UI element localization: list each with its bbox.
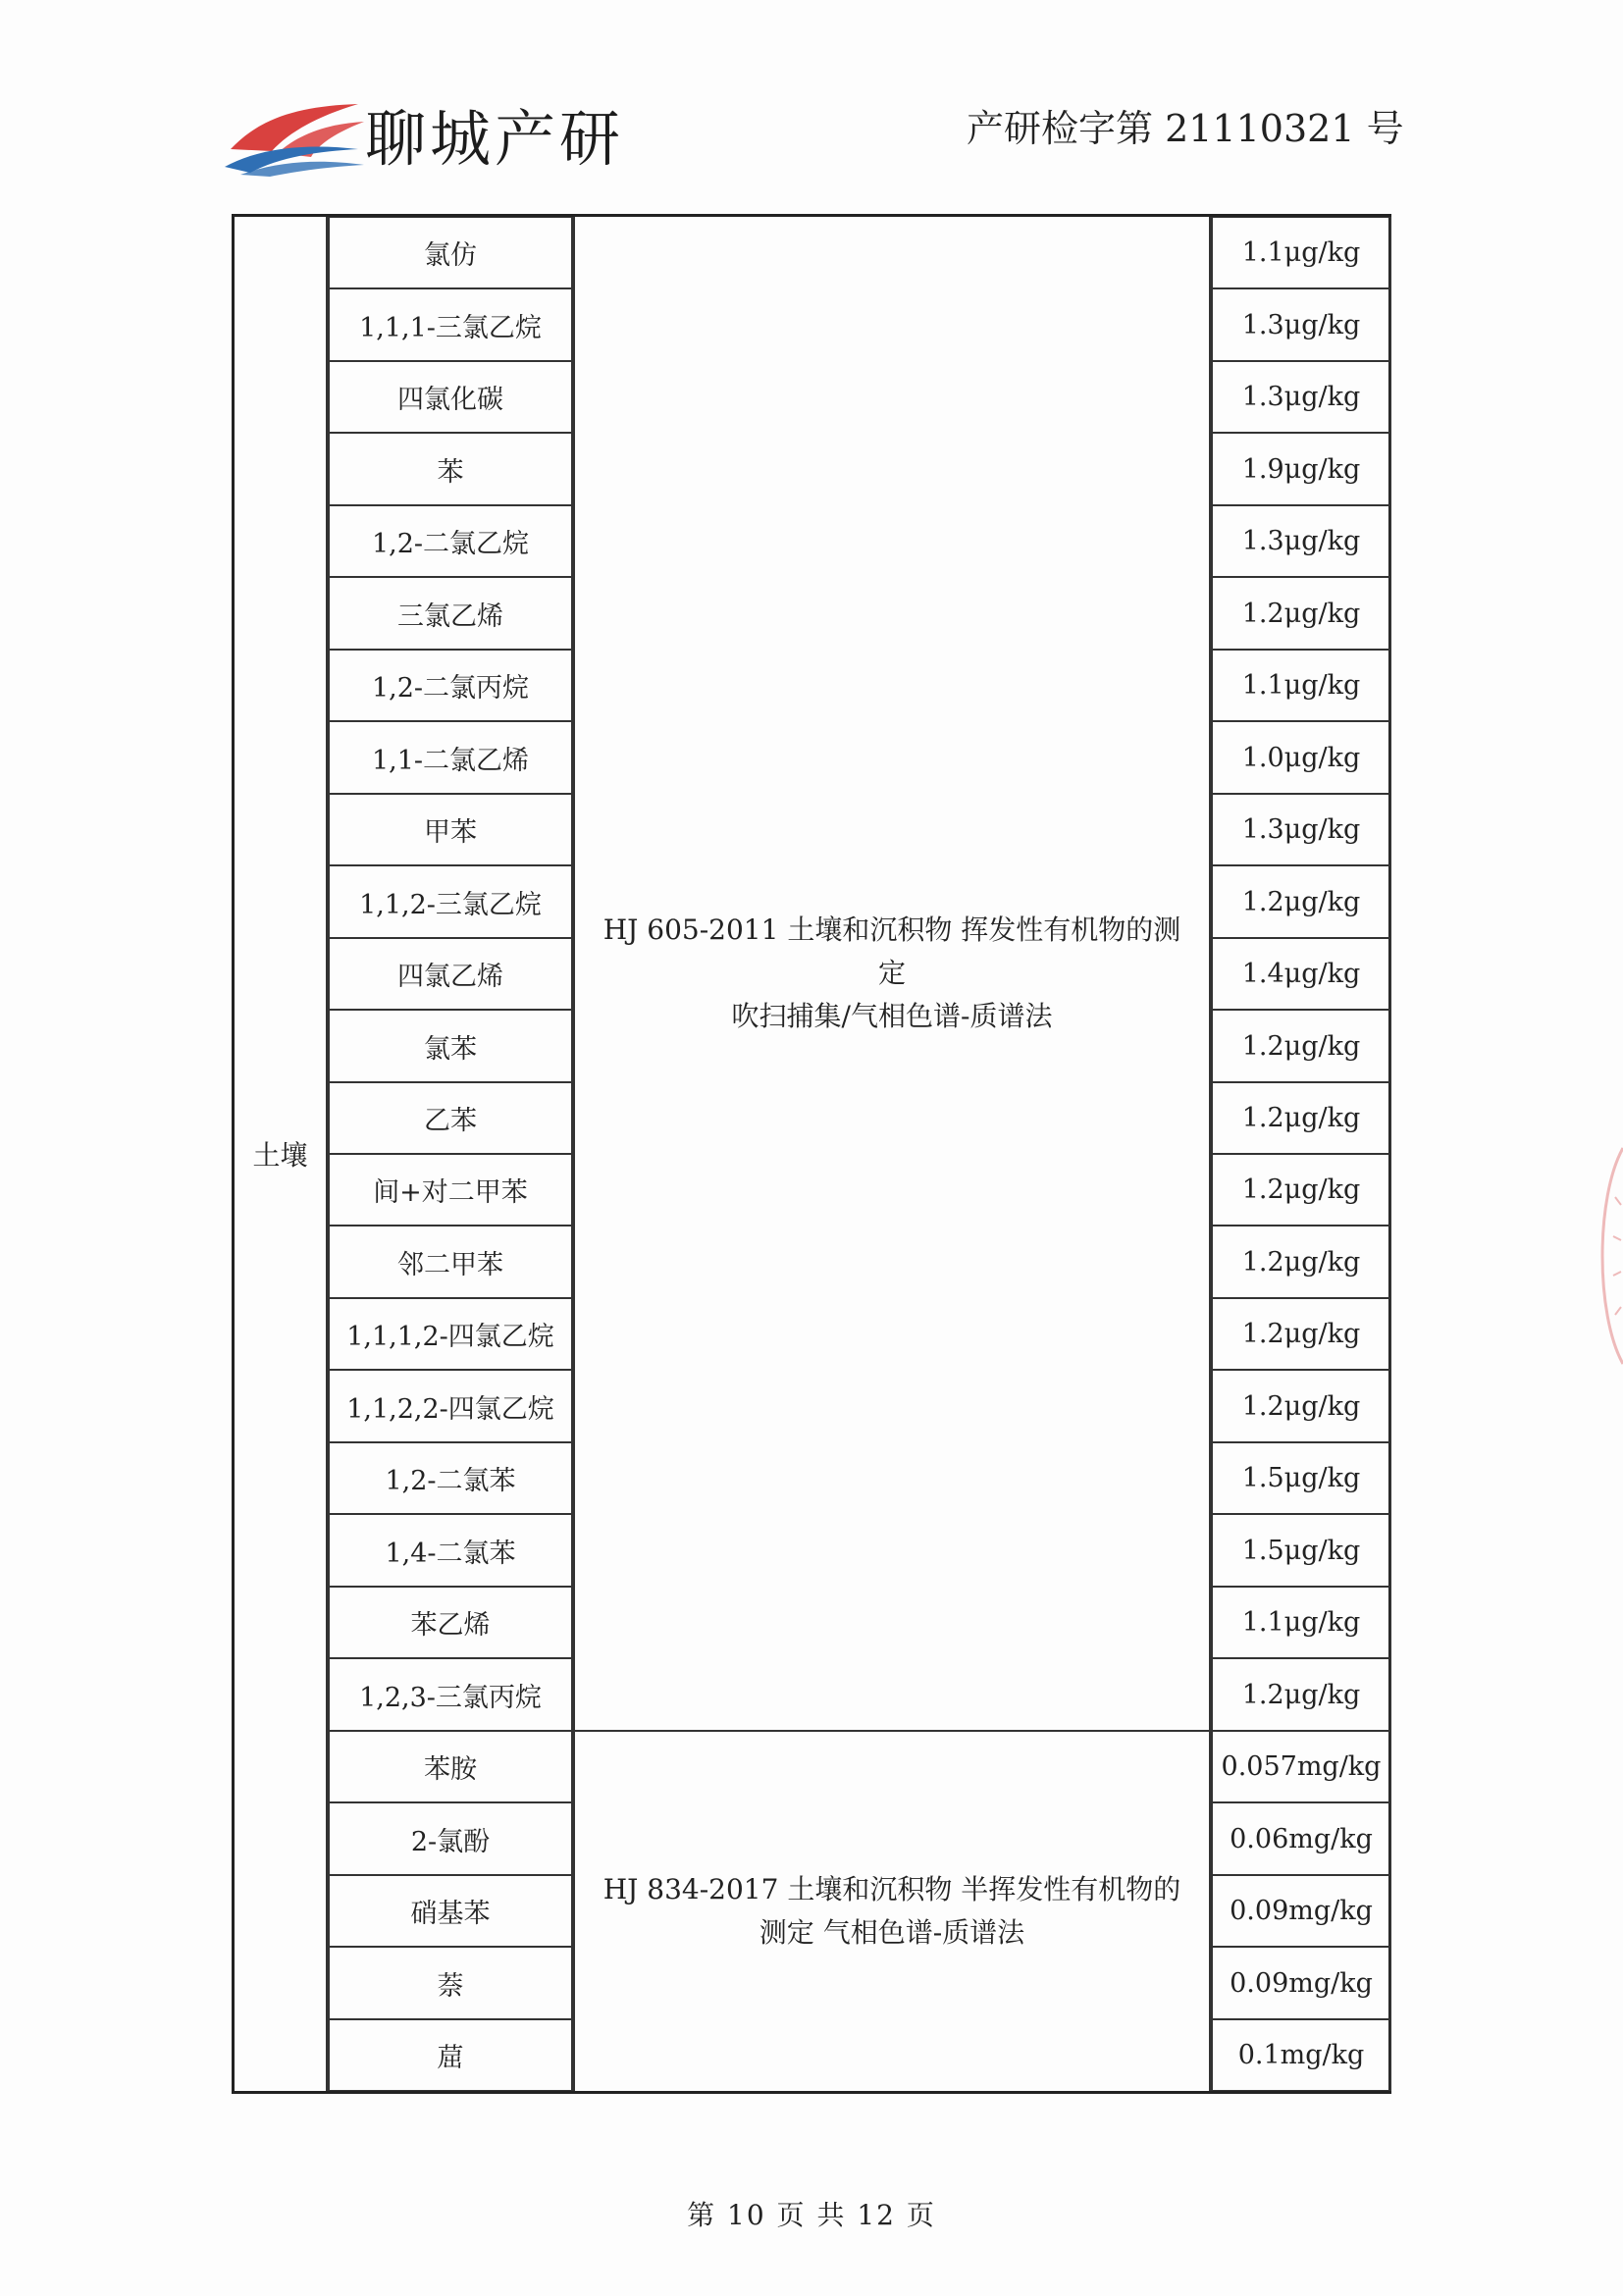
- detection-limit-cell: 1.2μg/kg: [1211, 1010, 1391, 1082]
- detection-limit-cell: 1.5μg/kg: [1211, 1514, 1391, 1587]
- detection-limit-cell: 0.09mg/kg: [1211, 1875, 1391, 1947]
- detection-limit-cell: 1.2μg/kg: [1211, 1298, 1391, 1370]
- detection-limit-cell: 1.3μg/kg: [1211, 361, 1391, 433]
- analyte-name-cell: 1,4-二氯苯: [328, 1514, 573, 1587]
- analyte-name-cell: 间+对二甲苯: [328, 1154, 573, 1226]
- analyte-name-cell: 2-氯酚: [328, 1802, 573, 1875]
- analyte-name-cell: 苯胺: [328, 1731, 573, 1802]
- detection-limit-cell: 0.06mg/kg: [1211, 1802, 1391, 1875]
- red-seal-stamp-icon: [1586, 1138, 1623, 1374]
- detection-limit-cell: 1.3μg/kg: [1211, 505, 1391, 577]
- sample-category-cell: 土壤: [235, 217, 328, 2091]
- analyte-name-cell: 苯: [328, 433, 573, 505]
- detection-limit-cell: 0.09mg/kg: [1211, 1947, 1391, 2019]
- report-number: 产研检字第 21110321 号: [967, 107, 1404, 150]
- analyte-name-cell: 三氯乙烯: [328, 577, 573, 650]
- analyte-column: [328, 217, 573, 2091]
- detection-limit-cell: 1.9μg/kg: [1211, 433, 1391, 505]
- analyte-name-cell: 1,1,1,2-四氯乙烷: [328, 1298, 573, 1370]
- analyte-name-cell: 1,2,3-三氯丙烷: [328, 1658, 573, 1731]
- analyte-name-cell: 四氯乙烯: [328, 938, 573, 1010]
- method-1-line-2: 吹扫捕集/气相色谱-质谱法: [731, 1000, 1053, 1032]
- analyte-name-cell: 1,1-二氯乙烯: [328, 721, 573, 794]
- detection-limit-cell: 1.2μg/kg: [1211, 577, 1391, 650]
- page-footer: 第 10 页 共 12 页: [687, 2199, 936, 2231]
- analyte-name-cell: 䓛: [328, 2019, 573, 2091]
- detection-limit-cell: 1.1μg/kg: [1211, 650, 1391, 721]
- method-2-line-2: 测定 气相色谱-质谱法: [759, 1916, 1025, 1949]
- analyte-name-cell: 萘: [328, 1947, 573, 2019]
- brand-name: 聊城产研: [365, 103, 625, 175]
- detection-limit-cell: 1.2μg/kg: [1211, 1226, 1391, 1298]
- method-cell-1: [573, 217, 1211, 1732]
- analyte-name-cell: 甲苯: [328, 794, 573, 865]
- detection-limit-column: [1211, 217, 1391, 2091]
- analyte-name-cell: 硝基苯: [328, 1875, 573, 1947]
- detection-limit-cell: 1.2μg/kg: [1211, 1154, 1391, 1226]
- detection-limit-cell: 1.2μg/kg: [1211, 1370, 1391, 1442]
- detection-limit-cell: 1.0μg/kg: [1211, 721, 1391, 794]
- detection-limit-cell: 1.5μg/kg: [1211, 1442, 1391, 1514]
- analyte-name-cell: 1,1,1-三氯乙烷: [328, 288, 573, 361]
- analyte-name-cell: 苯乙烯: [328, 1587, 573, 1658]
- analyte-name-cell: 1,2-二氯苯: [328, 1442, 573, 1514]
- analyte-name-cell: 邻二甲苯: [328, 1226, 573, 1298]
- detection-limit-cell: 1.4μg/kg: [1211, 938, 1391, 1010]
- detection-limit-cell: 0.1mg/kg: [1211, 2019, 1391, 2091]
- detection-limit-cell: 1.2μg/kg: [1211, 1658, 1391, 1731]
- detection-limit-cell: 1.1μg/kg: [1211, 217, 1391, 288]
- analyte-name-cell: 1,1,2-三氯乙烷: [328, 865, 573, 938]
- detection-limit-cell: 0.057mg/kg: [1211, 1731, 1391, 1802]
- company-logo-icon: [221, 88, 368, 177]
- detection-limit-cell: 1.3μg/kg: [1211, 288, 1391, 361]
- analyte-name-cell: 氯苯: [328, 1010, 573, 1082]
- method-cell-2: [573, 1732, 1211, 2091]
- analyte-name-cell: 1,2-二氯丙烷: [328, 650, 573, 721]
- analyte-name-cell: 1,2-二氯乙烷: [328, 505, 573, 577]
- analyte-name-cell: 四氯化碳: [328, 361, 573, 433]
- detection-limit-cell: 1.3μg/kg: [1211, 794, 1391, 865]
- detection-limit-cell: 1.2μg/kg: [1211, 1082, 1391, 1154]
- analyte-name-cell: 乙苯: [328, 1082, 573, 1154]
- method-2-line-1: HJ 834-2017 土壤和沉积物 半挥发性有机物的: [602, 1873, 1181, 1905]
- page-header: [0, 0, 1623, 196]
- analyte-name-cell: 1,1,2,2-四氯乙烷: [328, 1370, 573, 1442]
- analyte-name-cell: 氯仿: [328, 217, 573, 288]
- detection-limit-cell: 1.2μg/kg: [1211, 865, 1391, 938]
- detection-limit-cell: 1.1μg/kg: [1211, 1587, 1391, 1658]
- method-1-line-1: HJ 605-2011 土壤和沉积物 挥发性有机物的测定: [602, 913, 1181, 989]
- detection-limit-table: [232, 214, 1391, 2094]
